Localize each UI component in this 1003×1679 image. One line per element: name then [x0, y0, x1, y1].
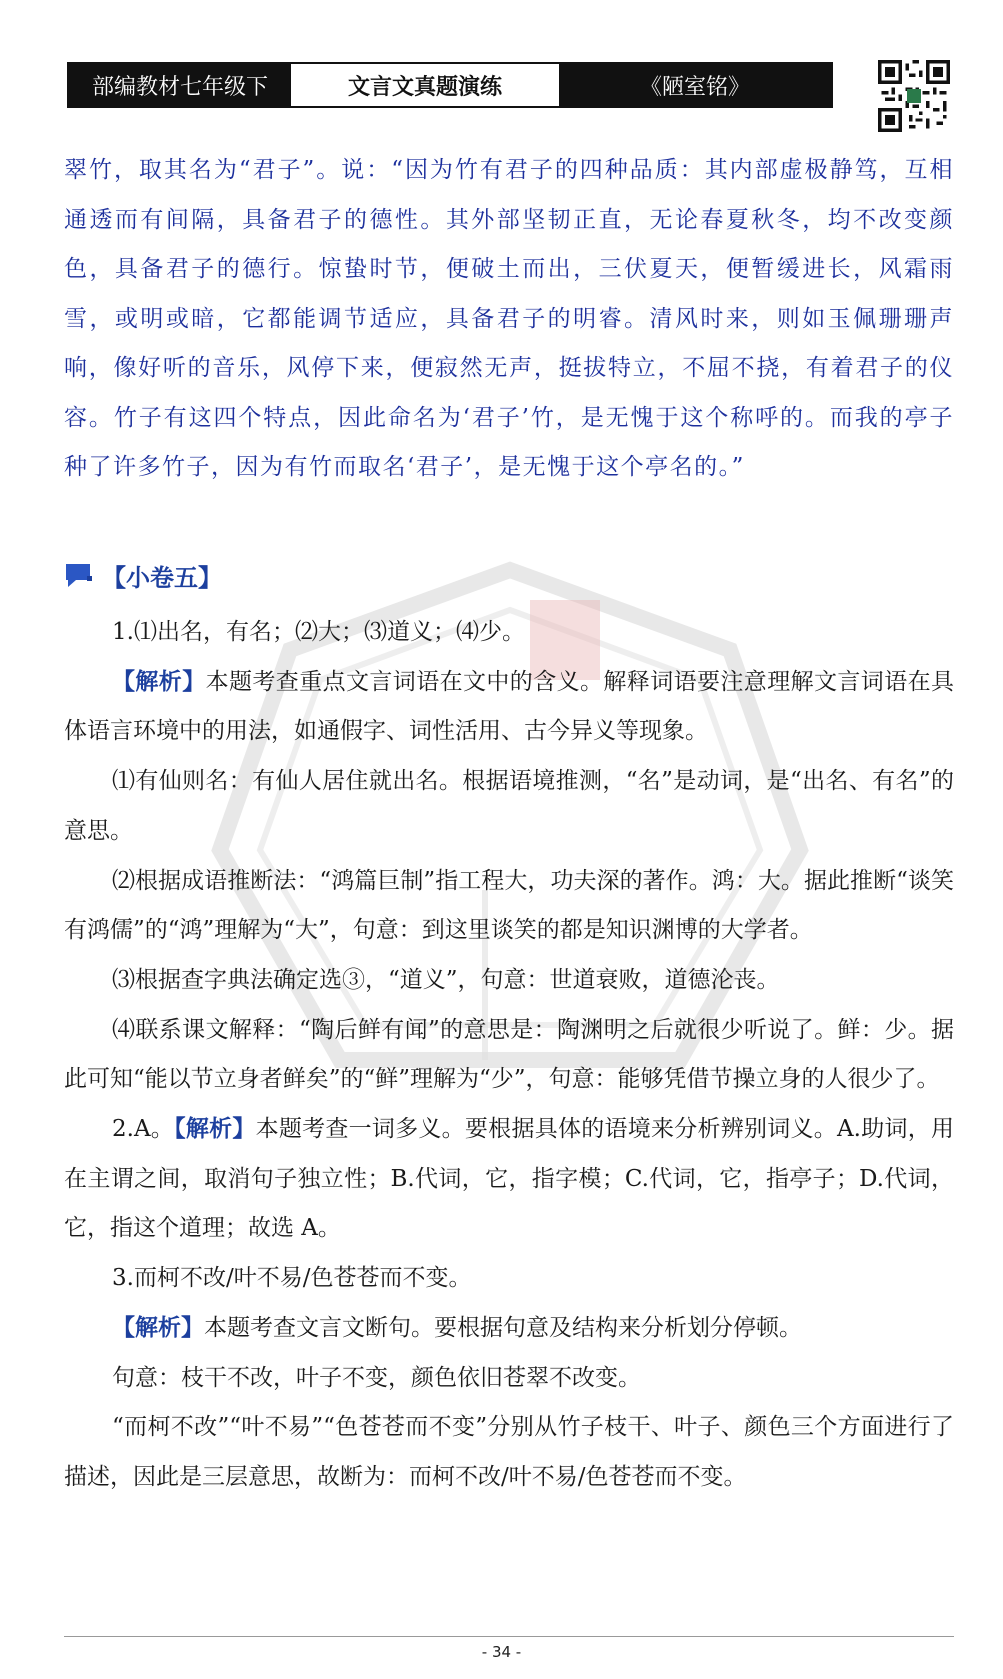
- passage-translation: 翠竹，取其名为“君子”。说：“因为竹有君子的四种品质：其内部虚极静笃，互相通透而有间隔，具备君子的德性。其外部坚韧正直，无论春夏秋冬，均不改变颜色，具备君子的德行。惊蛰时节，便破土而出，三伏夏天，便暂缓进长，风霜雨雪，或明或暗，它都能调节适应，具备君子的明睿。清风时来，则如玉佩珊珊声响，像好听的音乐，风停下来，便寂然无声，挺拔特立，不屈不挠，有着君子的仪容。竹子有这四个特点，因此命名为‘君子’竹，是无愧于这个称呼的。而我的亭子种了许多竹子，因为有竹而取名‘君子’，是无愧于这个亭名的。”: [64, 157, 954, 480]
- answer-1-point-4: ⑷联系课文解释：“陶后鲜有闻”的意思是：陶渊明之后就很少听说了。鲜：少。据此可知“能以节立身者鲜矣”的“鲜”理解为“少”，句意：能够凭借节操立身的人很少了。: [64, 1016, 954, 1093]
- section-title: 【小卷五】: [102, 564, 222, 592]
- analysis-tag: 【解析】: [112, 668, 206, 695]
- header-lesson: 《陋室铭》: [559, 64, 831, 106]
- answer-1-point-2: ⑵根据成语推断法：“鸿篇巨制”指工程大，功夫深的著作。鸿：大。据此推断“谈笑有鸿儒”的“鸿”理解为“大”，句意：到这里谈笑的都是知识渊博的大学者。: [64, 867, 954, 944]
- answer-2-lead: 2.A。: [112, 1116, 175, 1143]
- speech-bubble-icon: [64, 562, 94, 590]
- answer-1-analysis: [64, 658, 954, 757]
- analysis-text: 本题考查一词多义。要根据具体的语境来分析辨别词义。A.助词，用在主谓之间，取消句子独立性；B.代词，它，指字模；C.代词，它，指亭子；D.代词，它，指这个道理；故选 A。: [64, 1116, 955, 1242]
- qr-code-icon: [878, 60, 950, 132]
- answer-section: [64, 608, 954, 1503]
- analysis-text: 本题考查文言文断句。要根据句意及结构来分析划分停顿。: [204, 1314, 802, 1341]
- header-grade: 部编教材七年级下: [69, 64, 291, 106]
- analysis-tag: 【解析】: [112, 1314, 204, 1341]
- footer-divider: [64, 1636, 954, 1637]
- answer-3-point-2: “而柯不改”“叶不易”“色苍苍而不变”分别从竹子枝干、叶子、颜色三个方面进行了描述，因此是三层意思，故断为：而柯不改/叶不易/色苍苍而不变。: [64, 1414, 954, 1490]
- section-header: [64, 558, 222, 593]
- answer-1: 1.⑴出名，有名；⑵大；⑶道义；⑷少。: [112, 619, 525, 645]
- answer-2: [64, 1105, 954, 1254]
- page-number: - 34 -: [481, 1643, 522, 1661]
- answer-1-point-3: ⑶根据查字典法确定选③，“道义”，句意：世道衰败，道德沦丧。: [112, 966, 780, 993]
- answer-3-analysis: [64, 1304, 954, 1354]
- header-topic: 文言文真题演练: [291, 64, 559, 106]
- answer-3-point-1: 句意：枝干不改，叶子不变，颜色依旧苍翠不改变。: [112, 1364, 641, 1391]
- analysis-text: 本题考查重点文言词语在文中的含义。解释词语要注意理解文言词语在具体语言环境中的用法，如通假字、词性活用、古今异义等现象。: [64, 668, 955, 745]
- analysis-tag: 【解析】: [174, 1116, 256, 1143]
- answer-1-point-1: ⑴有仙则名：有仙人居住就出名。根据语境推测，“名”是动词，是“出名、有名”的意思。: [64, 768, 954, 844]
- answer-3: 3.而柯不改/叶不易/色苍苍而不变。: [112, 1265, 472, 1292]
- header-bar: [67, 62, 833, 108]
